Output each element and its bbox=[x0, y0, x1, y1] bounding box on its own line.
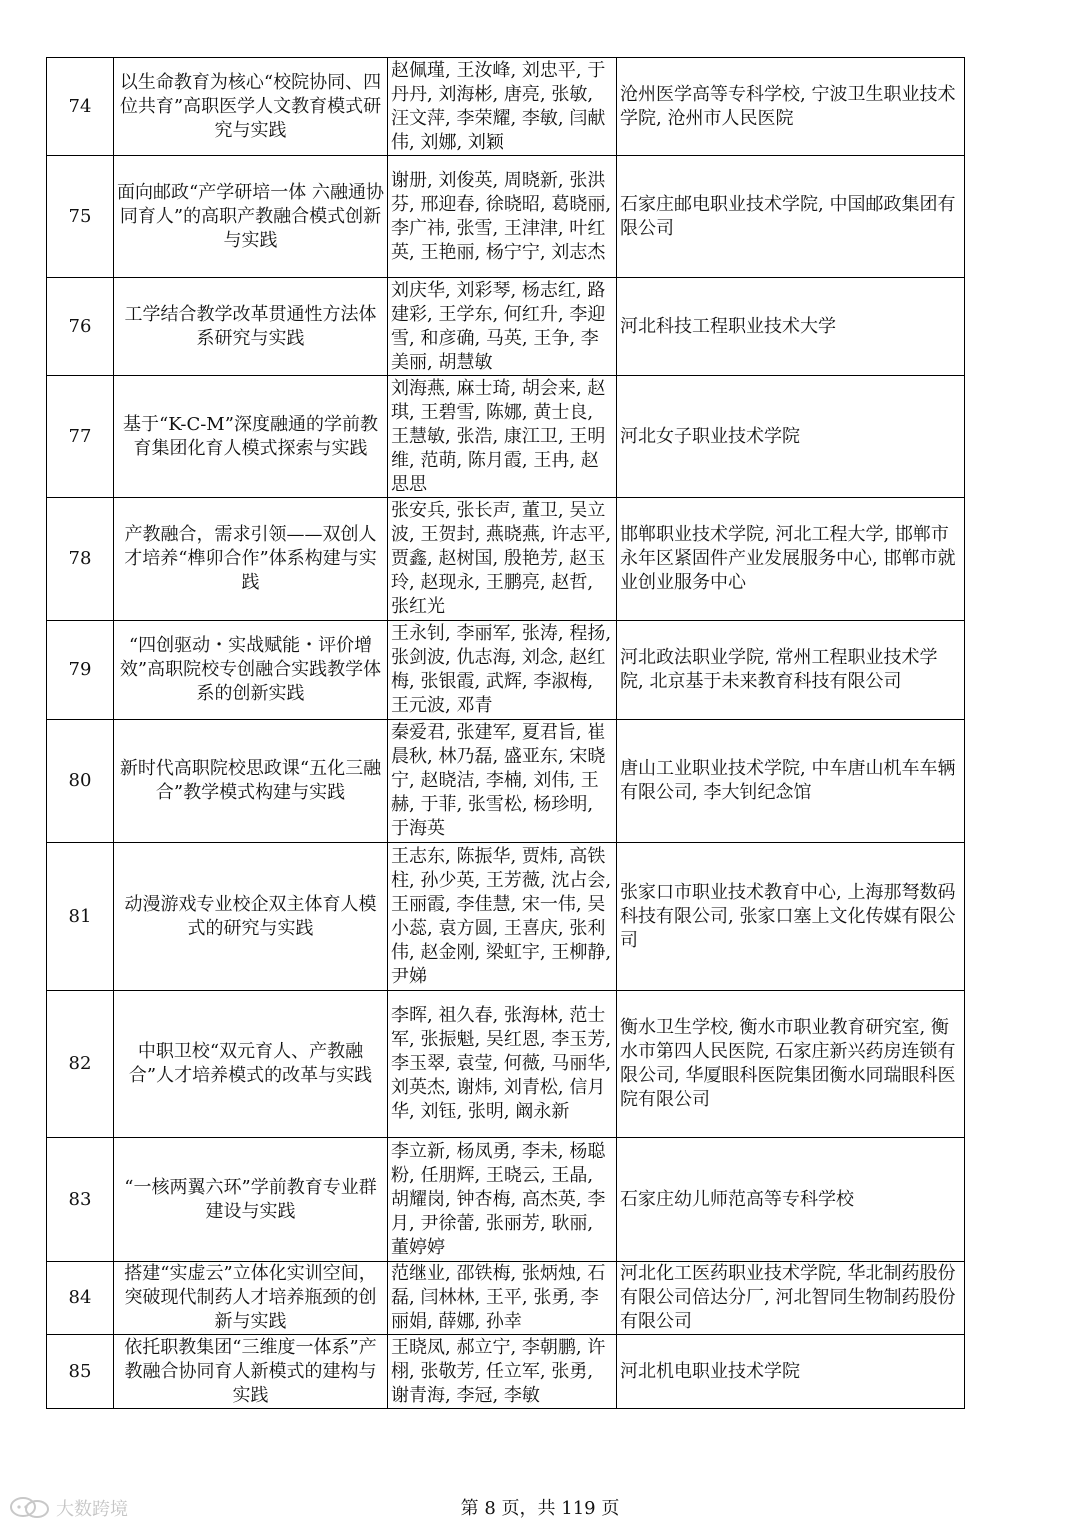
table-row bbox=[47, 156, 965, 278]
table-row bbox=[47, 376, 965, 498]
table-row bbox=[47, 843, 965, 991]
project-title: 以生命教育为核心“校院协同、四位共育”高职医学人文教育模式研究与实践 bbox=[114, 58, 388, 156]
row-number: 76 bbox=[47, 278, 114, 376]
row-number: 82 bbox=[47, 991, 114, 1138]
row-number: 80 bbox=[47, 720, 114, 843]
authors-cell: 王志东, 陈振华, 贾炜, 高铁柱, 孙少英, 王芳薇, 沈占会, 王丽霞, 李佳慧, 宋一伟, 吴小蕊, 袁方圆, 王喜庆, 张利伟, 赵金刚, 梁虹宇, 王柳静, 尹娣 bbox=[388, 843, 617, 991]
units-cell: 石家庄邮电职业技术学院, 中国邮政集团有限公司 bbox=[617, 156, 965, 278]
table-row bbox=[47, 1335, 965, 1409]
authors-cell: 谢册, 刘俊英, 周晓新, 张洪芬, 邢迎春, 徐晓昭, 葛晓丽, 李广祎, 张雪, 王津津, 叶红英, 王艳丽, 杨宁宁, 刘志杰 bbox=[388, 156, 617, 278]
row-number: 83 bbox=[47, 1138, 114, 1262]
project-title: 产教融合，需求引领——双创人才培养“榫卯合作”体系构建与实践 bbox=[114, 498, 388, 621]
table-row bbox=[47, 621, 965, 720]
table-row bbox=[47, 991, 965, 1138]
project-title: 面向邮政“产学研培一体 六融通协同育人”的高职产教融合模式创新与实践 bbox=[114, 156, 388, 278]
row-number: 85 bbox=[47, 1335, 114, 1409]
units-cell: 河北科技工程职业技术大学 bbox=[617, 278, 965, 376]
units-cell: 河北化工医药职业技术学院, 华北制药股份有限公司倍达分厂, 河北智同生物制药股份有限公司 bbox=[617, 1262, 965, 1335]
row-number: 79 bbox=[47, 621, 114, 720]
row-number: 75 bbox=[47, 156, 114, 278]
authors-cell: 张安兵, 张长声, 董卫, 吴立波, 王贺封, 燕晓燕, 许志平, 贾鑫, 赵树国, 殷艳芳, 赵玉玲, 赵现永, 王鹏亮, 赵哲, 张红光 bbox=[388, 498, 617, 621]
watermark-text: 大数跨境 bbox=[56, 1499, 128, 1520]
project-title: 工学结合教学改革贯通性方法体系研究与实践 bbox=[114, 278, 388, 376]
units-cell: 河北女子职业技术学院 bbox=[617, 376, 965, 498]
units-cell: 河北政法职业学院, 常州工程职业技术学院, 北京基于未来教育科技有限公司 bbox=[617, 621, 965, 720]
row-number: 78 bbox=[47, 498, 114, 621]
project-title: “四创驱动・实战赋能・评价增效”高职院校专创融合实践教学体系的创新实践 bbox=[114, 621, 388, 720]
authors-cell: 范继业, 邵铁梅, 张炳烛, 石磊, 闫林林, 王平, 张勇, 李丽娟, 薛娜, 孙幸 bbox=[388, 1262, 617, 1335]
table-row bbox=[47, 720, 965, 843]
authors-cell: 刘庆华, 刘彩琴, 杨志红, 路建彩, 王学东, 何红升, 李迎雪, 和彦确, 马英, 王争, 李美丽, 胡慧敏 bbox=[388, 278, 617, 376]
project-title: 基于“K-C-M”深度融通的学前教育集团化育人模式探索与实践 bbox=[114, 376, 388, 498]
row-number: 74 bbox=[47, 58, 114, 156]
authors-cell: 刘海燕, 麻士琦, 胡会来, 赵琪, 王碧雪, 陈娜, 黄士良, 王慧敏, 张浩, 康江卫, 王明维, 范萌, 陈月霞, 王冉, 赵思思 bbox=[388, 376, 617, 498]
table-row bbox=[47, 58, 965, 156]
project-title: 新时代高职院校思政课“五化三融合”教学模式构建与实践 bbox=[114, 720, 388, 843]
project-title: 依托职教集团“三维度一体系”产教融合协同育人新模式的建构与实践 bbox=[114, 1335, 388, 1409]
authors-cell: 王永钊, 李丽军, 张涛, 程扬, 张剑波, 仇志海, 刘念, 赵红梅, 张银霞, 武辉, 李淑梅, 王元波, 邓青 bbox=[388, 621, 617, 720]
award-table bbox=[46, 57, 965, 1409]
table-row bbox=[47, 278, 965, 376]
units-cell: 沧州医学高等专科学校, 宁波卫生职业技术学院, 沧州市人民医院 bbox=[617, 58, 965, 156]
units-cell: 衡水卫生学校, 衡水市职业教育研究室, 衡水市第四人民医院, 石家庄新兴药房连锁有限公司, 华厦眼科医院集团衡水同瑞眼科医院有限公司 bbox=[617, 991, 965, 1138]
table-row bbox=[47, 1262, 965, 1335]
table-row bbox=[47, 1138, 965, 1262]
units-cell: 邯郸职业技术学院, 河北工程大学, 邯郸市永年区紧固件产业发展服务中心, 邯郸市就业创业服务中心 bbox=[617, 498, 965, 621]
units-cell: 石家庄幼儿师范高等专科学校 bbox=[617, 1138, 965, 1262]
authors-cell: 李晖, 祖久春, 张海林, 范士军, 张振魁, 吴红恩, 李玉芳, 李玉翠, 袁莹, 何薇, 马丽华, 刘英杰, 谢炜, 刘青松, 信月华, 刘钰, 张明, 阚永新 bbox=[388, 991, 617, 1138]
authors-cell: 赵佩瑾, 王汝峰, 刘忠平, 于丹丹, 刘海彬, 唐亮, 张敏, 汪文萍, 李荣耀, 李敏, 闫献伟, 刘娜, 刘颖 bbox=[388, 58, 617, 156]
page-number: 第 8 页，共 119 页 bbox=[460, 1498, 620, 1519]
project-title: 动漫游戏专业校企双主体育人模式的研究与实践 bbox=[114, 843, 388, 991]
project-title: 搭建“实虚云”立体化实训空间，突破现代制药人才培养瓶颈的创新与实践 bbox=[114, 1262, 388, 1335]
row-number: 81 bbox=[47, 843, 114, 991]
units-cell: 河北机电职业技术学院 bbox=[617, 1335, 965, 1409]
row-number: 77 bbox=[47, 376, 114, 498]
authors-cell: 李立新, 杨凤勇, 李未, 杨聪粉, 任朋辉, 王晓云, 王晶, 胡耀岗, 钟杏梅, 高杰英, 李月, 尹徐蕾, 张丽芳, 耿丽, 董婷婷 bbox=[388, 1138, 617, 1262]
project-title: 中职卫校“双元育人、产教融合”人才培养模式的改革与实践 bbox=[114, 991, 388, 1138]
authors-cell: 秦爱君, 张建军, 夏君旨, 崔晨秋, 林乃磊, 盛亚东, 宋晓宁, 赵晓洁, 李楠, 刘伟, 王赫, 于菲, 张雪松, 杨珍明, 于海英 bbox=[388, 720, 617, 843]
authors-cell: 王晓凤, 郝立宁, 李朝鹏, 许栩, 张敬芳, 任立军, 张勇, 谢青海, 李冠, 李敏 bbox=[388, 1335, 617, 1409]
table-row bbox=[47, 498, 965, 621]
project-title: “一核两翼六环”学前教育专业群建设与实践 bbox=[114, 1138, 388, 1262]
units-cell: 张家口市职业技术教育中心, 上海那弩数码科技有限公司, 张家口塞上文化传媒有限公司 bbox=[617, 843, 965, 991]
units-cell: 唐山工业职业技术学院, 中车唐山机车车辆有限公司, 李大钊纪念馆 bbox=[617, 720, 965, 843]
row-number: 84 bbox=[47, 1262, 114, 1335]
